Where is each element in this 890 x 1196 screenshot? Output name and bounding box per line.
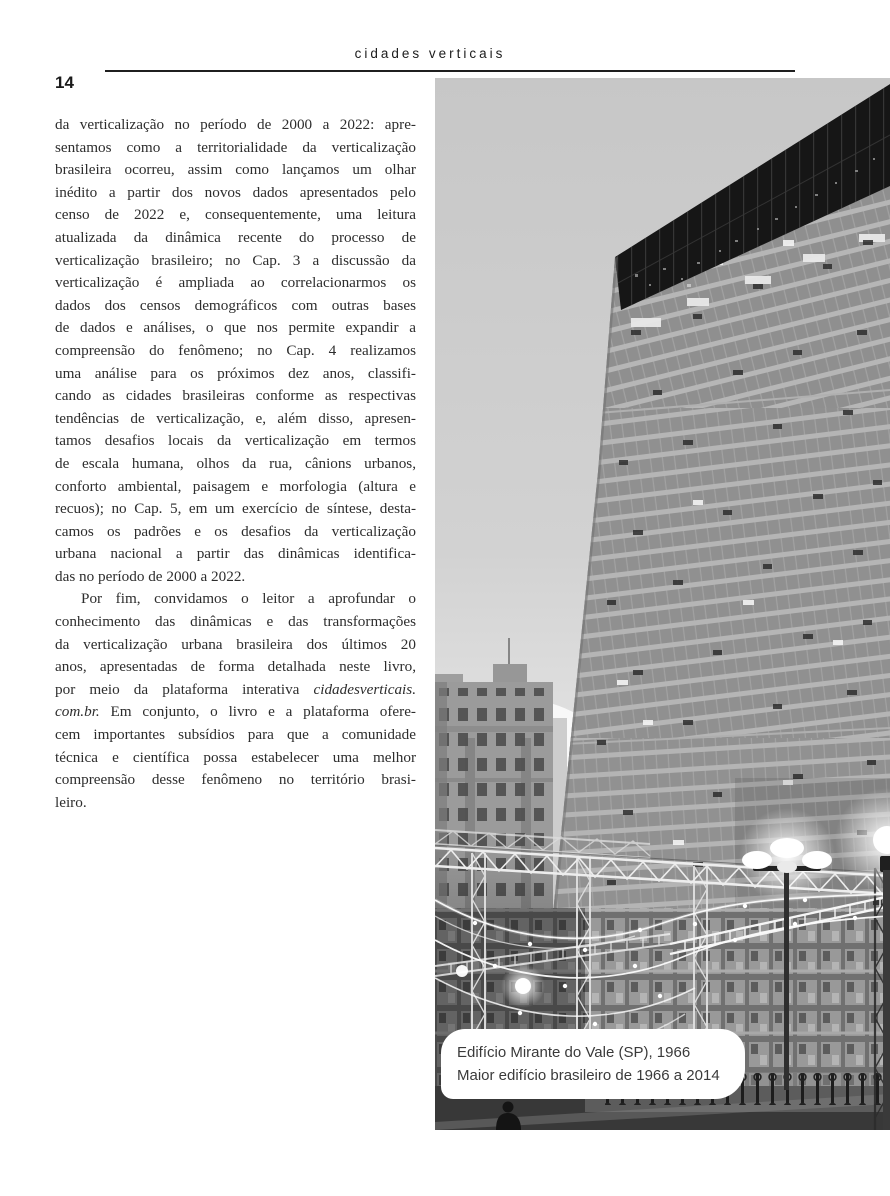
text-line: verticalização é ampliada ao correlacionarmos os xyxy=(55,274,416,292)
text-line: conforto ambiental, paisagem e morfologia (altura e xyxy=(55,477,416,495)
text-line: tamos desafios locais da verticalização em termos xyxy=(55,432,416,450)
text-line: com.br. Em conjunto, o livro e a plataforma ofere- xyxy=(55,703,416,721)
building-photo-figure xyxy=(435,78,890,1130)
text-line: uma análise para os próximos dez anos, classifi- xyxy=(55,364,416,382)
page-number: 14 xyxy=(55,73,74,92)
text-line: verticalização brasileiro; no Cap. 3 a discussão da xyxy=(55,251,416,269)
text-line: leiro. xyxy=(55,793,87,811)
text-line: sentamos como a territorialidade da verticalização xyxy=(55,138,416,156)
text-line: brasileira ocorreu, assim como lançamos um olhar xyxy=(55,161,416,179)
body-text-column xyxy=(55,114,416,814)
text-line: Por fim, convidamos o leitor a aprofundar o xyxy=(81,590,416,608)
running-header xyxy=(105,46,755,61)
text-line: da verticalização no período de 2000 a 2022: apre- xyxy=(55,116,416,133)
text-line: dados dos censos demográficos com outras bases xyxy=(55,296,416,314)
text-line: da verticalização urbana brasileira dos últimos 20 xyxy=(55,635,416,653)
text-line: conhecimento das dinâmicas e das transformações xyxy=(55,613,416,631)
text-line: tendências de verticalização, e, além disso, apresen- xyxy=(55,409,416,427)
text-line: das no período de 2000 a 2022. xyxy=(55,567,246,585)
photo-caption xyxy=(441,1029,745,1099)
header-rule xyxy=(105,70,795,72)
text-line: atualizada da dinâmica recente do processo de xyxy=(55,228,416,246)
text-line: cando as cidades brasileiras conforme as respectivas xyxy=(55,387,416,405)
text-line: censo de 2022 e, consequentemente, uma leitura xyxy=(55,206,416,224)
text-line: de escala humana, olhos da rua, cânions urbanos, xyxy=(55,454,416,472)
text-line: inédito a partir dos novos dados apresentados pelo xyxy=(55,183,416,201)
text-line: camos os padrões e os desafios da verticalização xyxy=(55,522,416,540)
text-line: de dados e análises, o que nos permite expandir a xyxy=(55,319,416,337)
text-line: por meio da plataforma interativa cidadesverticais. xyxy=(55,680,416,698)
building-photo xyxy=(435,78,890,1130)
text-line: técnica e científica possa estabelecer uma melhor xyxy=(55,748,416,766)
text-line: compreensão desse fenômeno no território brasi- xyxy=(55,771,416,789)
text-line: urbana nacional a partir das dinâmicas identifica- xyxy=(55,545,416,563)
caption-line-1: Edifício Mirante do Vale (SP), 1966 xyxy=(457,1044,691,1061)
running-header-title: cidades verticais xyxy=(354,46,506,61)
text-line: anos, apresentadas de forma detalhada neste livro, xyxy=(55,658,416,676)
text-line: compreensão do fenômeno; no Cap. 4 realizamos xyxy=(55,341,416,359)
text-line: recuos); no Cap. 5, em um exercício de síntese, desta- xyxy=(55,500,416,518)
text-line: cem importantes subsídios para que a comunidade xyxy=(55,726,416,744)
caption-line-2: Maior edifício brasileiro de 1966 a 2014 xyxy=(457,1067,720,1084)
